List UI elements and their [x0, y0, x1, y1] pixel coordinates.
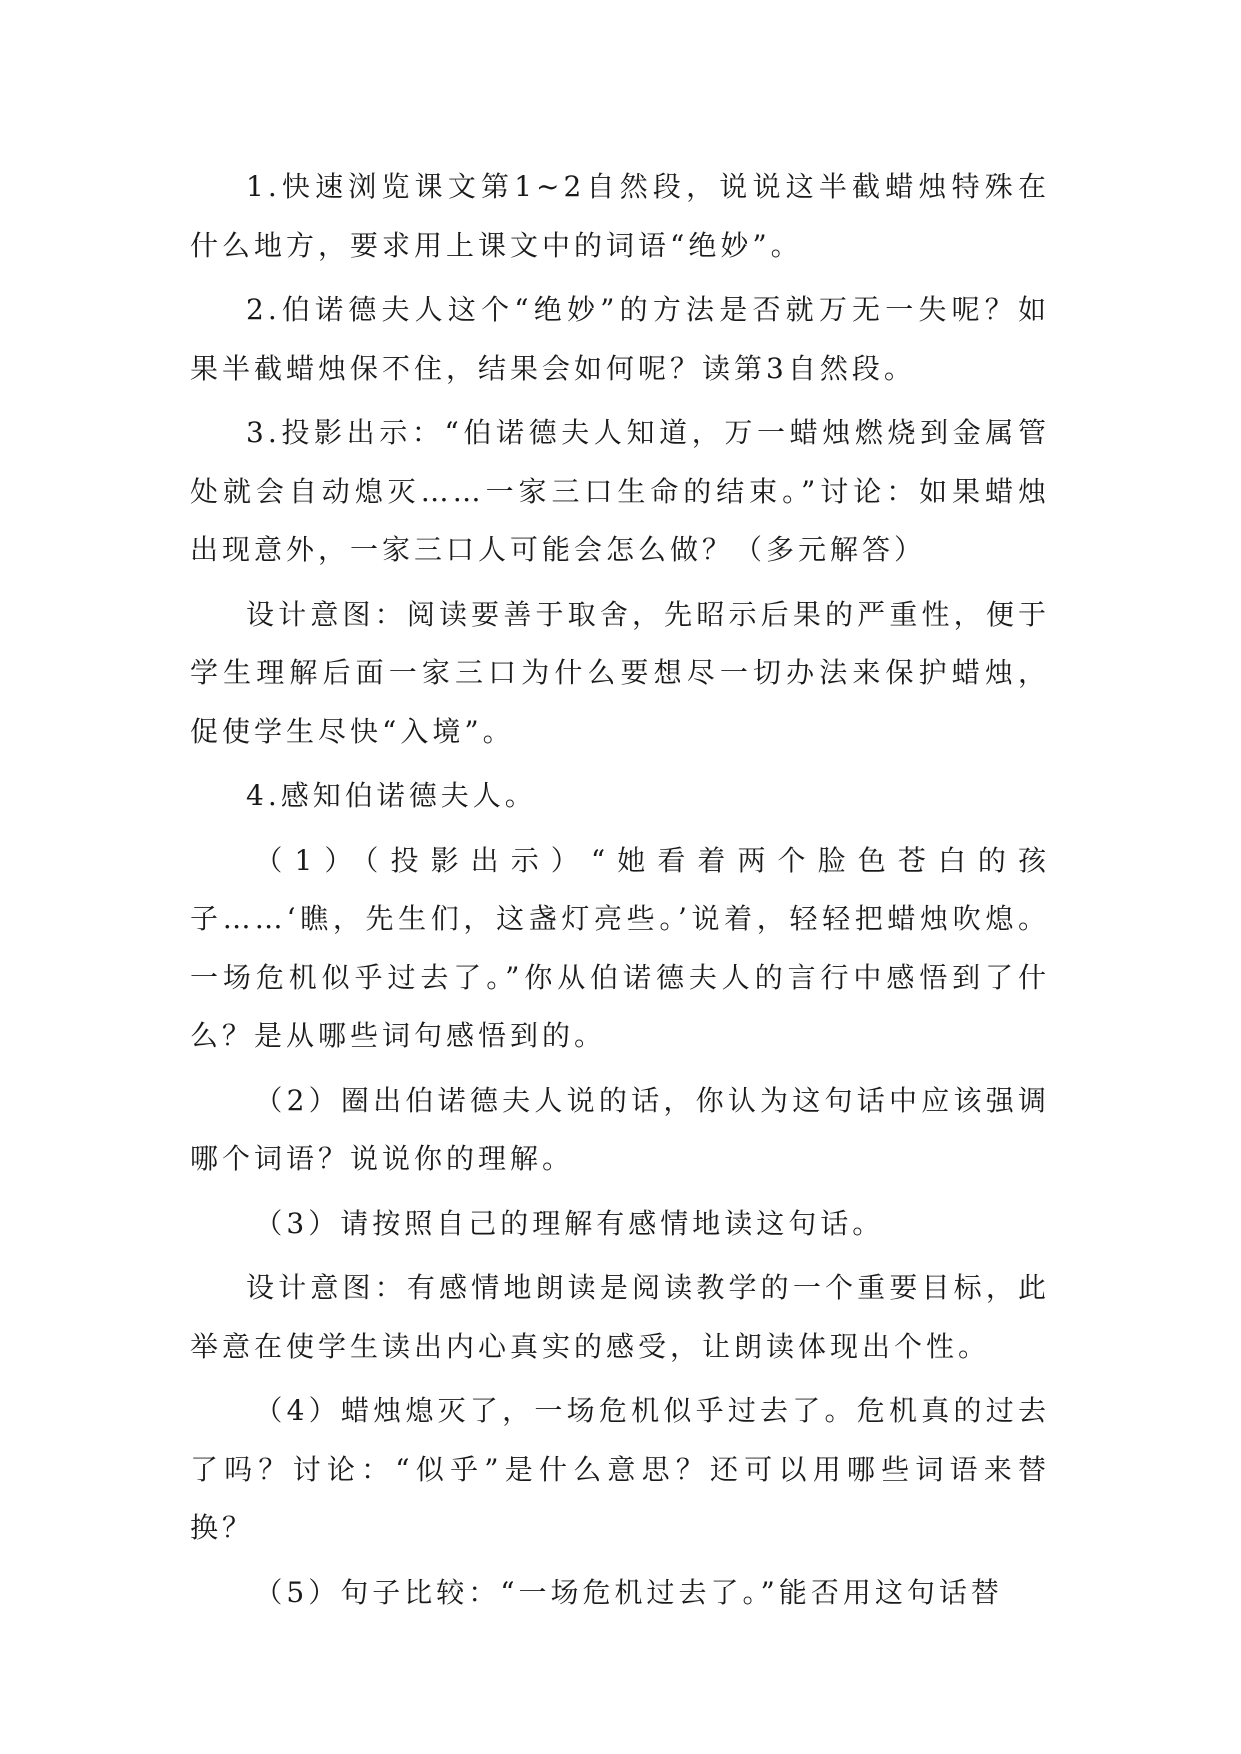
paragraph-substep-3: （3）请按照自己的理解有感情地读这句话。	[254, 1206, 885, 1240]
paragraph-substep-1: （1）（投影出示）“她看着两个脸色苍白的孩子……‘瞧，先生们，这盏灯亮些。’说着，轻轻把蜡烛吹熄。一场危机似乎过去了。”你从伯诺德夫人的言行中感悟到了什么？是从哪些词句感悟到的。	[190, 843, 1050, 1052]
paragraph-step-2: 2.伯诺德夫人这个“绝妙”的方法是否就万无一失呢？如果半截蜡烛保不住，结果会如何呢？读第3自然段。	[190, 293, 1050, 385]
paragraph-step-1: 1.快速浏览课文第1~2自然段，说说这半截蜡烛特殊在什么地方，要求用上课文中的词语“绝妙”。	[190, 170, 1050, 262]
paragraph-substep-2: （2）圈出伯诺德夫人说的话，你认为这句话中应该强调哪个词语？说说你的理解。	[190, 1083, 1050, 1175]
paragraph-design-intent-2: 设计意图：有感情地朗读是阅读教学的一个重要目标，此举意在使学生读出内心真实的感受，让朗读体现出个性。	[190, 1271, 1050, 1363]
paragraph-design-intent-1: 设计意图：阅读要善于取舍，先昭示后果的严重性，便于学生理解后面一家三口为什么要想尽一切办法来保护蜡烛，促使学生尽快“入境”。	[190, 597, 1050, 748]
paragraph-substep-4: （4）蜡烛熄灭了，一场危机似乎过去了。危机真的过去了吗？讨论：“似乎”是什么意思？还可以用哪些词语来替换？	[190, 1394, 1050, 1544]
document-body	[190, 158, 1050, 1628]
paragraph-substep-5: （5）句子比较：“一场危机过去了。”能否用这句话替	[254, 1575, 1003, 1609]
paragraph-step-4: 4.感知伯诺德夫人。	[246, 779, 537, 812]
paragraph-step-3: 3.投影出示：“伯诺德夫人知道，万一蜡烛燃烧到金属管处就会自动熄灭……一家三口生命的结束。”讨论：如果蜡烛出现意外，一家三口人可能会怎么做？（多元解答）	[190, 416, 1050, 566]
